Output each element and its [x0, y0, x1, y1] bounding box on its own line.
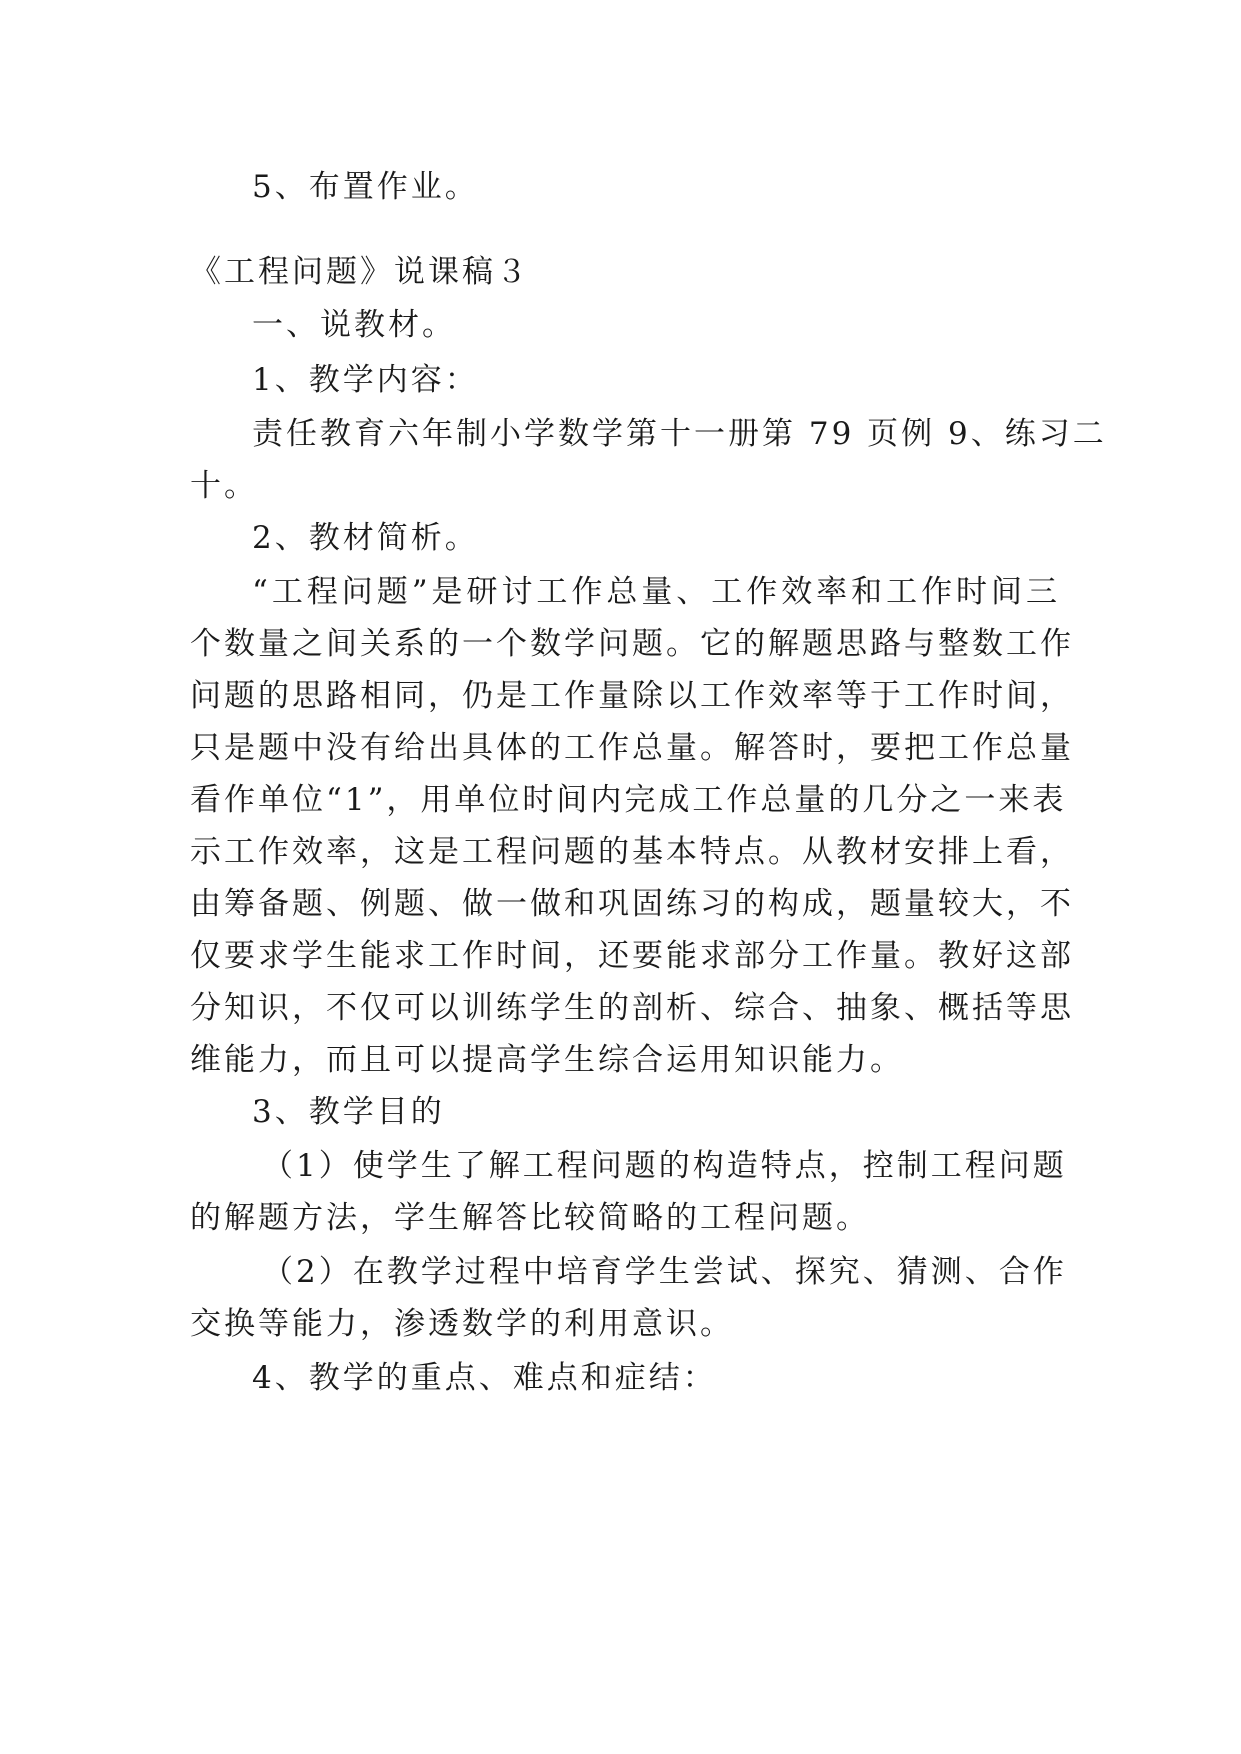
paragraph-analysis-line: 看作单位“1”，用单位时间内完成工作总量的几分之一来表 — [190, 782, 1067, 818]
paragraph-analysis-line: 由筹备题、例题、做一做和巩固练习的构成，题量较大，不 — [190, 886, 1074, 922]
objective-1-line: 的解题方法，学生解答比较简略的工程问题。 — [190, 1200, 870, 1236]
heading-teaching-content: 1、教学内容： — [252, 362, 479, 398]
objective-2-line: 交换等能力，渗透数学的利用意识。 — [190, 1306, 734, 1342]
paragraph-analysis-line: 示工作效率，这是工程问题的基本特点。从教材安排上看， — [190, 834, 1074, 870]
section-title: 《工程问题》说课稿３ — [190, 254, 530, 290]
paragraph-analysis-line: 维能力，而且可以提高学生综合运用知识能力。 — [190, 1042, 904, 1078]
paragraph-content-line: 十。 — [190, 468, 258, 504]
paragraph-assign-homework: 5、布置作业。 — [252, 169, 479, 205]
objective-2-line: （2）在教学过程中培育学生尝试、探究、猜测、合作 — [262, 1254, 1067, 1290]
heading-textbook-analysis: 2、教材简析。 — [252, 520, 479, 556]
paragraph-analysis-line: 个数量之间关系的一个数学问题。它的解题思路与整数工作 — [190, 626, 1074, 662]
heading-key-points: 4、教学的重点、难点和症结： — [252, 1360, 717, 1396]
paragraph-content-line: 责任教育六年制小学数学第十一册第 79 页例 9、练习二 — [252, 416, 1107, 452]
paragraph-analysis-line: 仅要求学生能求工作时间，还要能求部分工作量。教好这部 — [190, 938, 1074, 974]
paragraph-analysis-line: 问题的思路相同，仍是工作量除以工作效率等于工作时间， — [190, 678, 1074, 714]
objective-1-line: （1）使学生了解工程问题的构造特点，控制工程问题 — [262, 1148, 1067, 1184]
heading-textbook: 一、说教材。 — [252, 307, 456, 343]
paragraph-analysis-line: “工程问题”是研讨工作总量、工作效率和工作时间三 — [252, 574, 1060, 610]
paragraph-analysis-line: 只是题中没有给出具体的工作总量。解答时，要把工作总量 — [190, 730, 1074, 766]
heading-teaching-objectives: 3、教学目的 — [252, 1094, 445, 1130]
paragraph-analysis-line: 分知识，不仅可以训练学生的剖析、综合、抽象、概括等思 — [190, 990, 1074, 1026]
